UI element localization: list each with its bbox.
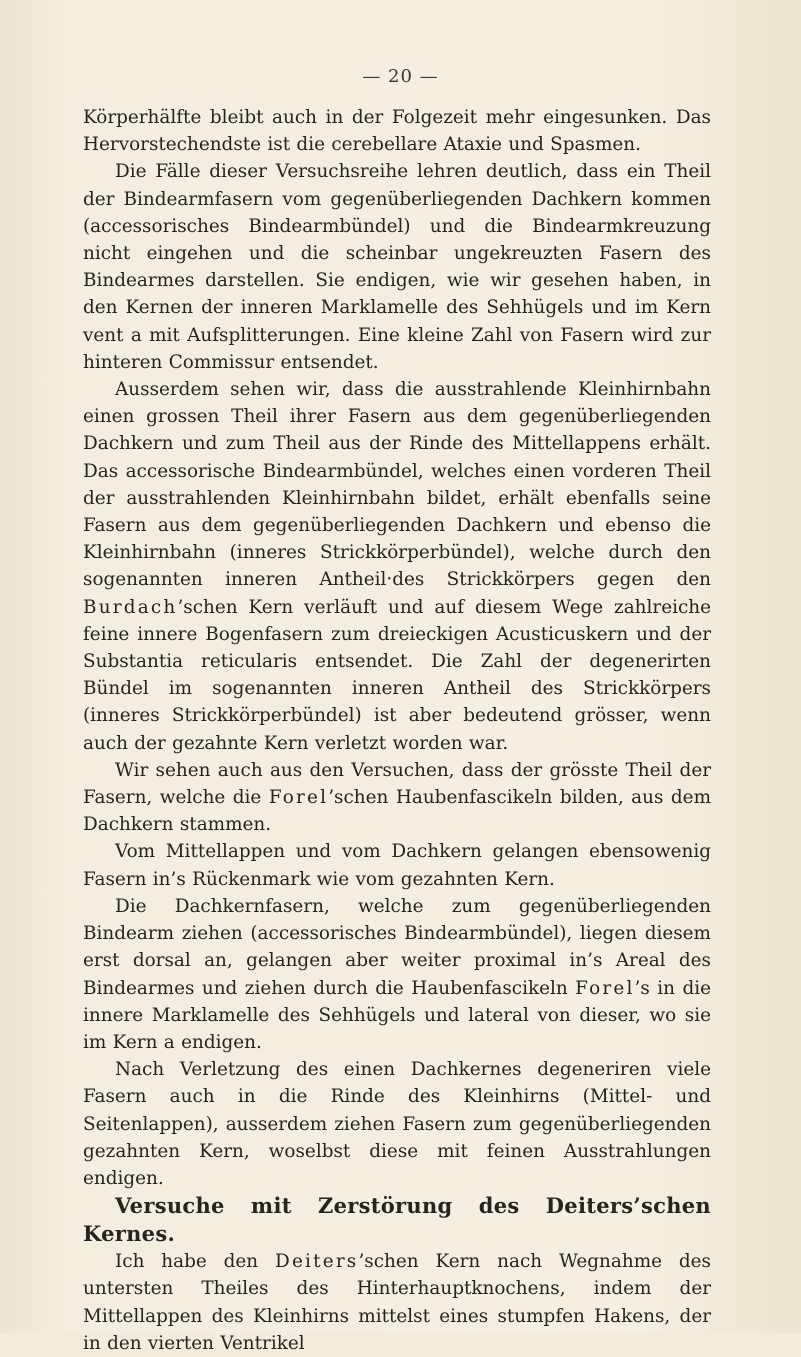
paragraph-1: Körperhälfte bleibt auch in der Folgezeit mehr eingesunken. Das Hervorstechendste ist die cerebellare Ataxie und Spasmen. <box>83 107 711 156</box>
paragraph-3-text-a: Ausserdem sehen wir, dass die ausstrahlende Kleinhirnbahn einen grossen Theil ihrer Fasern aus dem gegenüberliegenden Dachkern und zum Theil aus der Rinde des Mittellappens erhält. Das accessorische Bindearmbündel, welches einen vorderen Theil der ausstrahlenden Kleinhirnbahn bildet, erhält ebenfalls seine Fasern aus dem gegenüberliegenden Dachkern und ebenso die Kleinhirnbahn (inneres Strickkörperbündel), welche durch den sogenannten inneren Antheil·des Strickkörpers gegen den <box>83 379 711 591</box>
body-text <box>83 104 711 1357</box>
paragraph-4-text-a: Wir sehen auch aus den Versuchen, dass der grösste Theil der Fasern, welche die <box>83 759 711 809</box>
paragraph-4-text-b: ’schen Haubenfascikeln bilden, aus dem Dachkern stammen. <box>83 787 712 836</box>
paragraph-4 <box>83 757 711 839</box>
author-name-forel-2: Forel <box>575 977 635 999</box>
paragraph-8-text-a: Ich habe den <box>115 1251 276 1273</box>
paragraph-3-text-b: ’schen Kern verläuft und auf diesem Wege zahlreiche feine innere Bogenfasern zum dreieckigen Acusticuskern und der Substantia reticularis entsendet. Die Zahl der degenerirten Bündel im sogenannten inneren Antheil des Strickkörpers (inneres Strickkörperbündel) ist aber bedeutend grösser, wenn auch der gezahnte Kern verletzt worden war. <box>83 596 711 754</box>
author-name-forel: Forel <box>268 787 329 809</box>
paragraph-6-text-a: Die Dachkernfasern, welche zum gegenüberliegenden Bindearm ziehen (accessorisches Bindearmbündel), liegen diesem erst dorsal an, gelangen aber weiter proximal in’s Areal des Bindearmes und ziehen durch die Haubenfascikeln <box>83 895 711 999</box>
paragraph-5: Vom Mittellappen und vom Dachkern gelangen ebensowenig Fasern in’s Rückenmark wie vom gezahnten Kern. <box>83 841 711 890</box>
author-name-burdach: Burdach <box>83 596 178 618</box>
paragraph-8 <box>83 1248 711 1357</box>
paragraph-8-text-b: ’schen Kern nach Wegnahme des untersten Theiles des Hinterhauptknochens, indem der Mittellappen des Kleinhirns mittelst eines stumpfen Hakens, der in den vierten Ventrikel <box>83 1251 711 1354</box>
paragraph-7: Nach Verletzung des einen Dachkernes degeneriren viele Fasern auch in die Rinde des Kleinhirns (Mittel- und Seitenlappen), ausserdem ziehen Fasern zum gegenüberliegenden gezahnten Kern, woselbst diese mit feinen Ausstrahlungen endigen. <box>83 1059 711 1189</box>
author-name-deiters: Deiters <box>275 1251 359 1273</box>
paragraph-3 <box>83 376 711 757</box>
paragraph-6-text-b: ’s in die innere Marklamelle des Sehhügels und lateral von dieser, wo sie im Kern a endigen. <box>83 977 711 1053</box>
page-number: — 20 — <box>362 66 439 87</box>
section-heading: Versuche mit Zerstörung des Deiters’schen Kernes. <box>83 1193 711 1247</box>
paragraph-6 <box>83 893 711 1056</box>
paragraph-2: Die Fälle dieser Versuchsreihe lehren deutlich, dass ein Theil der Bindearmfasern vom gegenüberliegenden Dachkern kommen (accessorisches Bindearmbündel) und die Bindearmkreuzung nicht eingehen und die scheinbar ungekreuzten Fasern des Bindearmes darstellen. Sie endigen, wie wir gesehen haben, in den Kernen der inneren Marklamelle des Sehhügels und im Kern vent a mit Aufsplitterungen. Eine kleine Zahl von Fasern wird zur hinteren Commissur entsendet. <box>83 161 711 373</box>
